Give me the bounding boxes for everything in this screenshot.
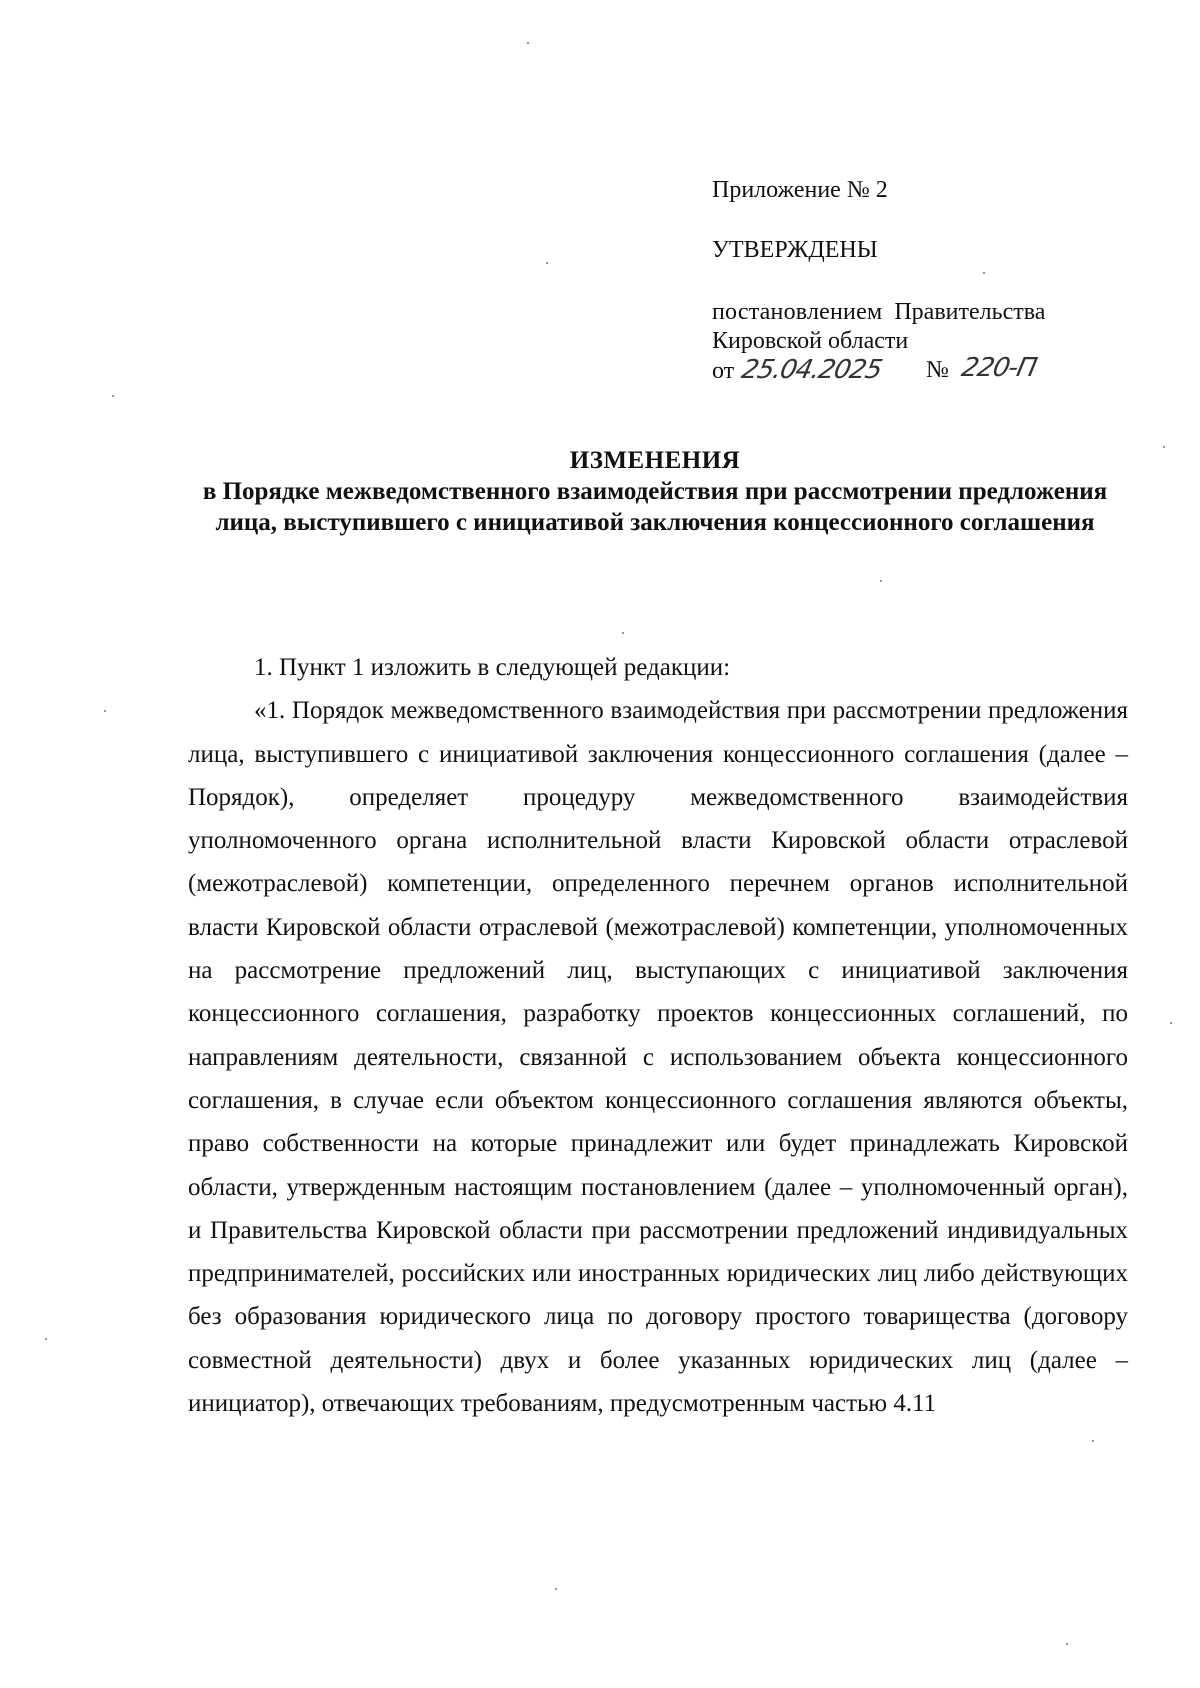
- scan-speck: [546, 262, 548, 264]
- scan-speck: [45, 1338, 47, 1340]
- handwritten-date: 25.04.2025: [739, 355, 885, 385]
- appendix-label: Приложение № 2: [712, 177, 888, 203]
- scan-speck: [622, 632, 624, 634]
- title-heading: ИЗМЕНЕНИЯ: [569, 447, 741, 474]
- title-subtitle: в Порядке межведомственного взаимодействия при рассмотрении предложения лица, выступившего с инициативой заключения концессионного соглашения: [202, 478, 1108, 536]
- decree-line: [712, 298, 1132, 327]
- date-prefix: от: [712, 358, 735, 384]
- scan-speck: [527, 42, 529, 44]
- item1-intro: 1. Пункт 1 изложить в следующей редакции:: [254, 654, 731, 681]
- scan-speck: [983, 272, 985, 274]
- item1-text: «1. Порядок межведомственного взаимодействия при рассмотрении предложения лица, выступившего с инициативой заключения концессионного соглашения (далее – Порядок), определяет процедуру межведомственного взаимодействия уполномоченного органа исполнительной власти Кировской области отраслевой (межотраслевой) компетенции, определенного перечнем органов исполнительной власти Кировской области отраслевой (межотраслевой) компетенции, уполномоченных на рассмотрение предложений лиц, выступающих с инициативой заключения концессионного соглашения, разработку проектов концессионных соглашений, по направлениям деятельности, связанной с использованием объекта концессионного соглашения, в случае если объектом концессионного соглашения являются объекты, право собственности на которые принадлежит или будет принадлежать Кировской области, утвержденным настоящим постановлением (далее – уполномоченный орган), и Правительства Кировской области при рассмотрении предложений индивидуальных предпринимателей, российских или иностранных юридических лиц либо действующих без образования юридического лица по договору простого товарищества (договору совместной деятельности) двух и более указанных юридических лиц (далее – инициатор), отвечающих требованиям, предусмотренным частью 4.11: [188, 697, 1128, 1418]
- scan-speck: [555, 1588, 557, 1590]
- scan-speck: [1066, 1643, 1068, 1645]
- scan-speck: [1163, 446, 1165, 448]
- decree-word: постановлением: [712, 299, 883, 325]
- scan-speck: [880, 580, 882, 582]
- scan-speck: [112, 395, 114, 397]
- date-number-line: [712, 353, 1132, 388]
- approval-block: [712, 176, 1132, 388]
- handwritten-number: 220-П: [958, 353, 1039, 383]
- scan-speck: [1092, 1440, 1094, 1442]
- number-sign: №: [926, 357, 949, 383]
- document-title: [180, 445, 1130, 538]
- scan-speck: [104, 710, 106, 712]
- scan-speck: [1170, 1022, 1172, 1024]
- approved-label: УТВЕРЖДЕНЫ: [712, 237, 878, 263]
- government-word: Правительства: [894, 299, 1046, 325]
- document-body: [188, 646, 1128, 1425]
- region-line: Кировской области: [712, 328, 909, 354]
